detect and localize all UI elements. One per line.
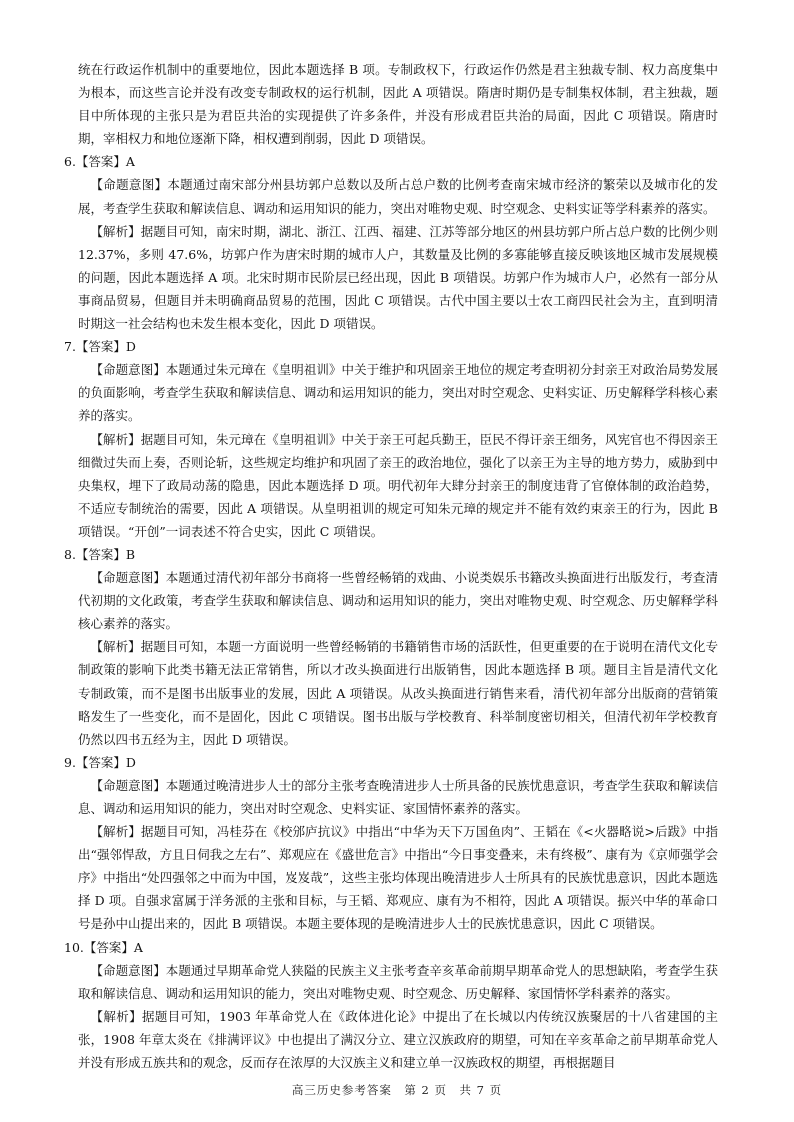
answer-label: 6.【答案】A [64,154,135,170]
intent-paragraph: 【命题意图】本题通过清代初年部分书商将一些曾经畅销的戏曲、小说类娱乐书籍改头换面进行出版发行，考查清代初期的文化政策，考查学生获取和解读信息、调动和运用知识的能力，突出对唯物史观、时空观念、历史解释学科核心素养的落实。 [78,570,718,632]
question-block-6 [64,150,718,335]
question-block-9 [64,751,718,936]
answer-label: 9.【答案】D [64,754,136,770]
answer-label: 10.【答案】A [64,939,143,955]
question-block-7 [64,335,718,543]
page-footer: 高三历史参考答案 第 2 页 共 7 页 [291,1083,503,1097]
analysis-paragraph: 【解析】据题目可知，1903 年革命党人在《政体进化论》中提出了在长城以内传统汉族聚居的十八省建国的主张，1908 年章太炎在《排满评议》中也提出了满汉分立、建立汉族政府的期望，可知在辛亥革命之前早期革命党人并没有形成五族共和的观念，反而存在浓厚的大汉族主义和建立单一汉族政权的期望，再根据题目 [78,1008,718,1071]
answer-label: 7.【答案】D [64,339,136,355]
analysis-paragraph: 【解析】据题目可知，冯桂芬在《校邠庐抗议》中指出“中华为天下万国鱼肉”、王韬在《<火器略说>后跋》中指出“强邻悍敌，方且日伺我之左右”、郑观应在《盛世危言》中指出“今日事变叠来，未有终极”、康有为《京师强学会序》中指出“处四强邻之中而为中国，岌岌哉”，这些主张均体现出晚清进步人士所具有的民族忧患意识，因此本题选择 D 项。自强求富属于洋务派的主张和目标，与王韬、郑观应、康有为不相符，因此 A 项错误。振兴中华的革命口号是孙中山提出来的，因此 B 项错误。本题主要体现的是晚清进步人士的民族忧患意识，因此 C 项错误。 [78,824,718,932]
answer-label: 8.【答案】B [64,546,136,562]
answer-document [64,58,718,1074]
continuation-paragraph: 统在行政运作机制中的重要地位，因此本题选择 B 项。专制政权下，行政运作仍然是君主独裁专制、权力高度集中为根本，而这些言论并没有改变专制政权的运行机制，因此 A 项错误。隋唐时期仍是专制集权体制，君主独裁，题目中所体现的主张只是为君臣共治的实现提供了许多条件，并没有形成君臣共治的局面，因此 C 项错误。隋唐时期，宰相权力和地位逐渐下降，相权遭到削弱，因此 D 项错误。 [78,62,718,147]
analysis-paragraph: 【解析】据题目可知，本题一方面说明一些曾经畅销的书籍销售市场的活跃性，但更重要的在于说明在清代文化专制政策的影响下此类书籍无法正常销售，所以才改头换面进行出版销售，因此本题选择 B 项。题目主旨是清代文化专制政策，而不是图书出版事业的发展，因此 A 项错误。从改头换面进行销售来看，清代初年部分出版商的营销策略发生了一些变化，而不是固化，因此 C 项错误。图书出版与学校教育、科举制度密切相关，但清代初年学校教育仍然以四书五经为主，因此 D 项错误。 [78,639,718,747]
question-block-8 [64,543,718,751]
intent-paragraph: 【命题意图】本题通过晚清进步人士的部分主张考查晚清进步人士所具备的民族忧患意识，考查学生获取和解读信息、调动和运用知识的能力，突出对时空观念、史料实证、家国情怀素养的落实。 [78,777,718,816]
intent-paragraph: 【命题意图】本题通过早期革命党人狭隘的民族主义主张考查辛亥革命前期早期革命党人的思想缺陷，考查学生获取和解读信息、调动和运用知识的能力，突出对唯物史观、时空观念、历史解释、家国情怀学科素养的落实。 [78,962,718,1001]
intent-paragraph: 【命题意图】本题通过朱元璋在《皇明祖训》中关于维护和巩固亲王地位的规定考查明初分封亲王对政治局势发展的负面影响，考查学生获取和解读信息、调动和运用知识的能力，突出对时空观念、史料实证、历史解释学科核心素养的落实。 [78,362,718,424]
question-block-10 [64,936,718,1075]
intent-paragraph: 【命题意图】本题通过南宋部分州县坊郭户总数以及所占总户数的比例考查南宋城市经济的繁荣以及城市化的发展，考查学生获取和解读信息、调动和运用知识的能力，突出对唯物史观、时空观念、史料实证等学科素养的落实。 [78,177,718,216]
analysis-paragraph: 【解析】据题目可知，南宋时期，湖北、浙江、江西、福建、江苏等部分地区的州县坊郭户所占总户数的比例少则 12.37%，多则 47.6%，坊郭户作为唐宋时期的城市人户，其数量及比例的多寡能够直接反映该地区城市发展规模的问题，因此本题选择 A 项。北宋时期市民阶层已经出现，因此 B 项错误。坊郭户作为城市人户，必然有一部分从事商品贸易，但题目并未明确商品贸易的范围，因此 C 项错误。古代中国主要以士农工商四民社会为主，直到明清时期这一社会结构也未发生根本变化，因此 D 项错误。 [78,223,718,332]
analysis-paragraph: 【解析】据题目可知，朱元璋在《皇明祖训》中关于亲王可起兵勤王，臣民不得讦亲王细务，风宪官也不得因亲王细微过失而上奏，否则论斩，这些规定均维护和巩固了亲王的政治地位，强化了以亲王为主导的地方势力，威胁到中央集权，埋下了政局动荡的隐患，因此本题选择 D 项。明代初年大肆分封亲王的制度违背了官僚体制的政治趋势，不适应专制统治的需要，因此 A 项错误。从皇明祖训的规定可知朱元璋的规定并不能有效约束亲王的行为，因此 B 项错误。“开创”一词表述不符合史实，因此 C 项错误。 [78,431,718,539]
